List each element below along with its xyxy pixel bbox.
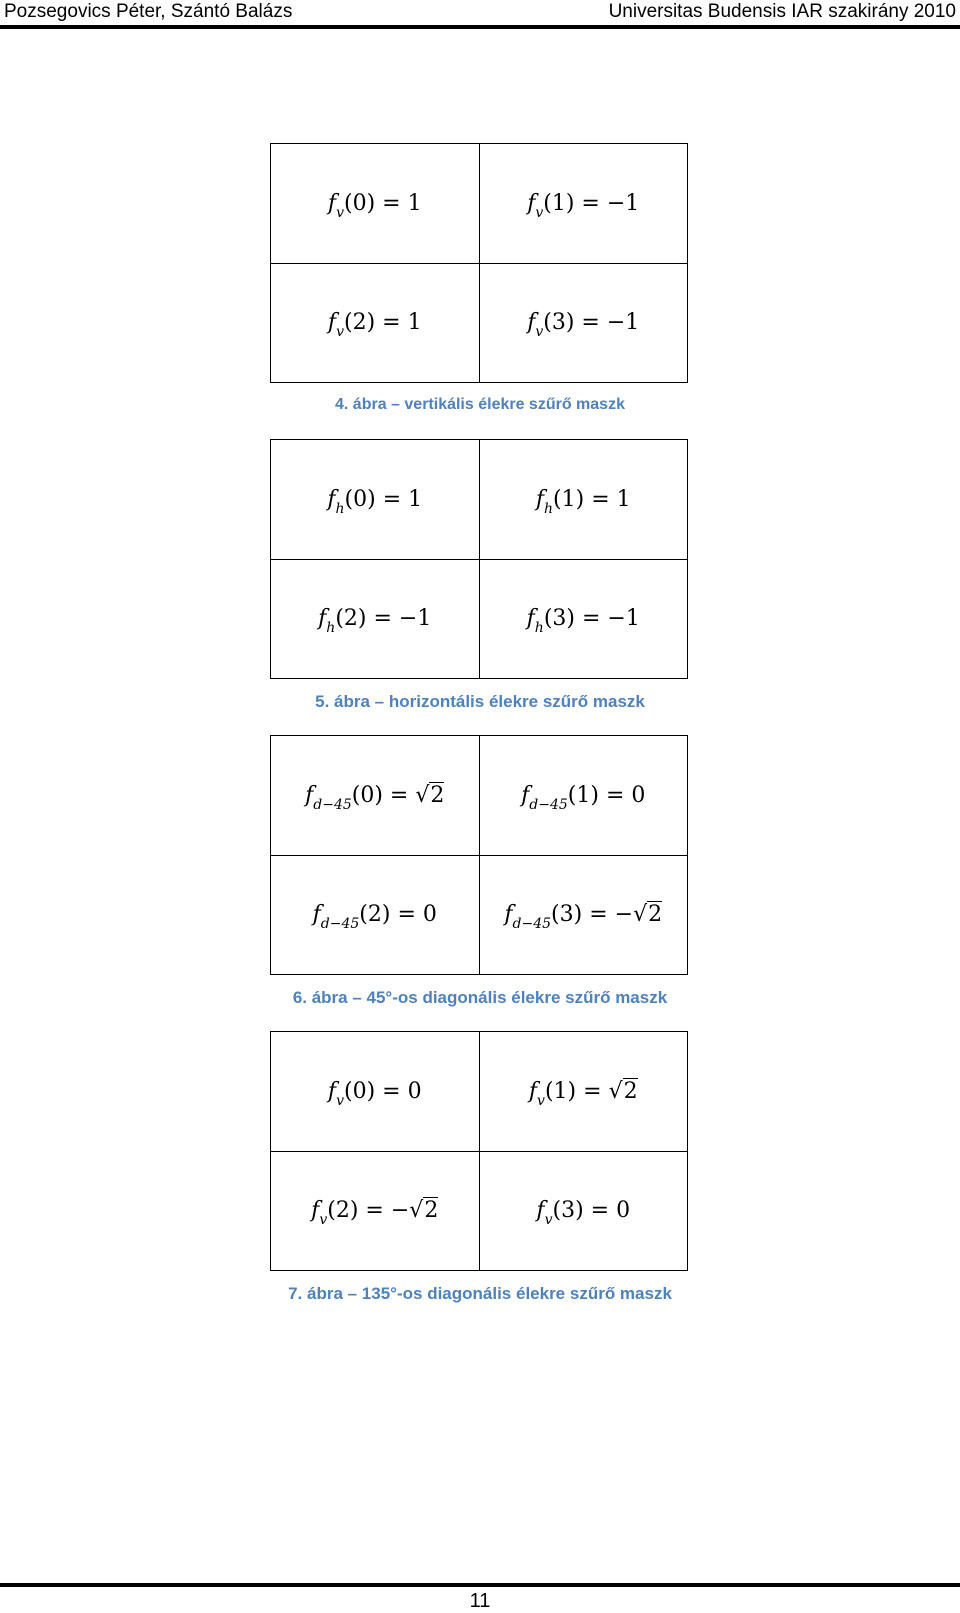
function-subscript: v bbox=[319, 1212, 328, 1229]
function-value: 0 bbox=[631, 782, 646, 808]
function-symbol: f bbox=[526, 606, 535, 632]
figure-6-caption: 6. ábra – 45°-os diagonális élekre szűrő maszk bbox=[292, 988, 668, 1007]
figure-6-mask-table bbox=[270, 735, 688, 975]
figure-7-mask-table bbox=[270, 1031, 688, 1271]
function-subscript: v bbox=[535, 324, 544, 341]
mask-cell bbox=[479, 855, 688, 975]
function-value: 0 bbox=[407, 1078, 422, 1104]
function-symbol: f bbox=[504, 902, 513, 928]
function-argument: (0) = bbox=[344, 486, 409, 512]
function-value: 1 bbox=[616, 486, 631, 512]
mask-cell bbox=[271, 440, 480, 560]
figure-7-caption: 7. ábra – 135°-os diagonális élekre szűrő maszk bbox=[288, 1284, 672, 1303]
function-value: −1 bbox=[606, 310, 640, 336]
function-subscript: v bbox=[336, 204, 344, 221]
mask-cell bbox=[479, 1032, 688, 1152]
function-argument: (1) = bbox=[567, 782, 632, 808]
function-subscript: v bbox=[336, 1092, 344, 1109]
footer-rule bbox=[0, 1583, 960, 1587]
function-argument: (0) = bbox=[351, 782, 416, 808]
function-symbol: f bbox=[536, 1198, 545, 1224]
function-subscript: d−45 bbox=[512, 916, 552, 933]
function-symbol: f bbox=[312, 902, 321, 928]
square-root: √2 bbox=[608, 1078, 638, 1104]
mask-cell bbox=[271, 1032, 480, 1152]
function-symbol: f bbox=[318, 606, 327, 632]
mask-cell bbox=[479, 1151, 688, 1271]
function-value: −1 bbox=[607, 606, 640, 632]
function-value: 1 bbox=[408, 486, 423, 512]
function-symbol: f bbox=[535, 486, 545, 512]
header-rule bbox=[0, 25, 960, 29]
function-symbol: f bbox=[305, 782, 314, 808]
square-root-argument: 2 bbox=[424, 1198, 439, 1224]
function-argument: (2) = bbox=[359, 902, 423, 928]
mask-cell bbox=[271, 559, 480, 679]
function-value: 1 bbox=[407, 310, 422, 336]
function-argument: (2) = bbox=[343, 310, 408, 336]
function-symbol: f bbox=[311, 1198, 320, 1224]
function-value: 0 bbox=[422, 902, 437, 928]
mask-cell bbox=[479, 263, 688, 383]
mask-cell bbox=[271, 855, 480, 975]
function-argument: (1) = bbox=[553, 486, 617, 512]
function-subscript: v bbox=[535, 204, 544, 221]
mask-cell bbox=[271, 263, 480, 383]
function-sign: − bbox=[390, 1198, 410, 1224]
function-argument: (0) = bbox=[343, 1078, 408, 1104]
function-subscript: v bbox=[544, 1212, 553, 1229]
figure-4-caption: 4. ábra – vertikális élekre szűrő maszk bbox=[335, 396, 625, 413]
page-number: 11 bbox=[469, 1590, 491, 1612]
function-subscript: v bbox=[537, 1092, 545, 1109]
mask-cell bbox=[271, 1151, 480, 1271]
function-argument: (2) = bbox=[327, 1198, 391, 1224]
mask-cell bbox=[271, 144, 480, 264]
function-subscript: v bbox=[336, 324, 344, 341]
square-root: √2 bbox=[415, 782, 445, 808]
function-argument: (3) = bbox=[552, 1198, 617, 1224]
square-root: √2 bbox=[409, 1198, 439, 1224]
function-value: 0 bbox=[616, 1198, 631, 1224]
function-subscript: d−45 bbox=[529, 796, 568, 813]
function-symbol: f bbox=[521, 782, 530, 808]
function-subscript: d−45 bbox=[313, 796, 352, 813]
function-symbol: f bbox=[327, 486, 336, 512]
function-value: 1 bbox=[407, 190, 422, 216]
function-argument: (3) = bbox=[543, 606, 608, 632]
function-symbol: f bbox=[327, 190, 337, 216]
function-symbol: f bbox=[327, 1078, 337, 1104]
mask-cell bbox=[271, 736, 480, 856]
function-argument: (1) = bbox=[543, 190, 607, 216]
header-institution: Universitas Budensis IAR szakirány 2010 bbox=[608, 1, 956, 22]
header-authors: Pozsegovics Péter, Szántó Balázs bbox=[4, 1, 293, 22]
function-argument: (0) = bbox=[343, 190, 408, 216]
function-symbol: f bbox=[527, 310, 536, 336]
function-symbol: f bbox=[327, 310, 337, 336]
function-value: −1 bbox=[398, 606, 432, 632]
figure-5-mask-table bbox=[270, 439, 688, 679]
function-argument: (2) = bbox=[335, 606, 399, 632]
function-argument: (1) = bbox=[544, 1078, 609, 1104]
function-symbol: f bbox=[527, 190, 536, 216]
page-header bbox=[0, 0, 960, 30]
function-sign: − bbox=[614, 902, 634, 928]
function-argument: (3) = bbox=[543, 310, 607, 336]
mask-cell bbox=[479, 736, 688, 856]
function-subscript: h bbox=[534, 620, 544, 637]
figure-5-caption: 5. ábra – horizontális élekre szűrő maszk bbox=[315, 692, 645, 711]
function-subscript: d−45 bbox=[320, 916, 360, 933]
mask-cell bbox=[479, 559, 688, 679]
square-root-argument: 2 bbox=[430, 782, 445, 808]
figure-4-mask-table bbox=[270, 143, 688, 383]
mask-cell bbox=[479, 144, 688, 264]
function-subscript: h bbox=[326, 620, 336, 637]
square-root-argument: 2 bbox=[623, 1078, 638, 1104]
function-symbol: f bbox=[528, 1078, 538, 1104]
function-subscript: h bbox=[544, 500, 554, 517]
square-root: √2 bbox=[633, 902, 663, 928]
mask-cell bbox=[479, 440, 688, 560]
square-root-argument: 2 bbox=[648, 902, 663, 928]
function-argument: (3) = bbox=[551, 902, 615, 928]
function-value: −1 bbox=[606, 190, 640, 216]
function-subscript: h bbox=[335, 500, 345, 517]
